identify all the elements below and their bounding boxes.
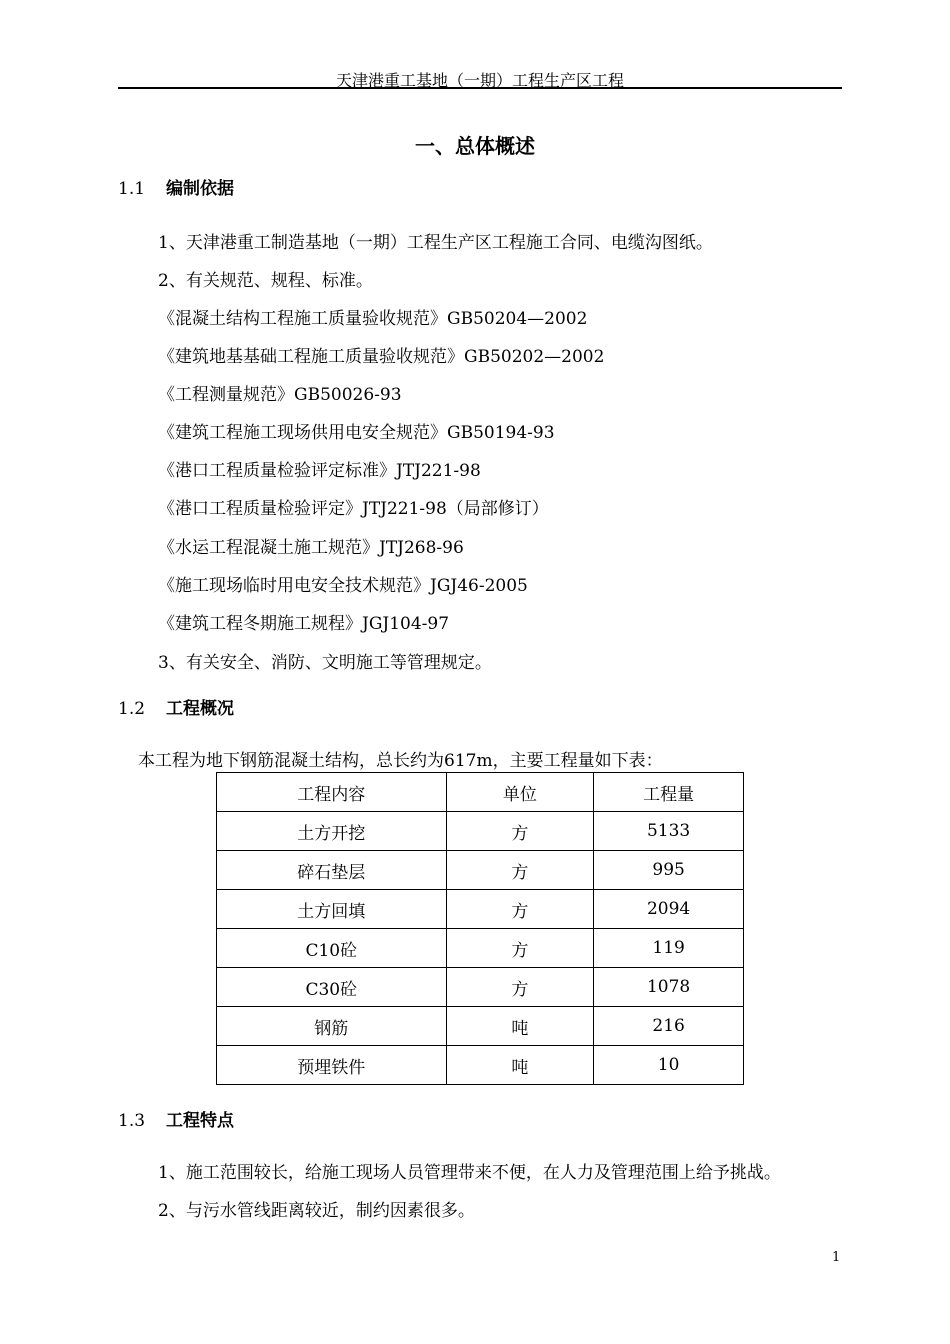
table-cell: 吨 (446, 1046, 594, 1085)
table-header-row (217, 773, 744, 812)
standard-item: 《水运工程混凝土施工规范》JTJ268-96 (158, 538, 464, 558)
standard-item: 《港口工程质量检验评定标准》JTJ221-98 (158, 461, 481, 481)
basis-item: 3、有关安全、消防、文明施工等管理规定。 (158, 653, 492, 673)
table-row (217, 929, 744, 968)
table-cell: 10 (594, 1046, 744, 1085)
table-cell: 钢筋 (217, 1007, 447, 1046)
standard-item: 《施工现场临时用电安全技术规范》JGJ46-2005 (158, 576, 528, 596)
table-cell: C10砼 (217, 929, 447, 968)
section-title: 工程特点 (166, 1111, 234, 1131)
quantity-table (216, 772, 744, 1085)
table-cell: 方 (446, 929, 594, 968)
table-row (217, 851, 744, 890)
table-row (217, 812, 744, 851)
feature-item: 2、与污水管线距离较近，制约因素很多。 (158, 1201, 475, 1221)
section-heading (118, 174, 234, 199)
section-number: 1.1 (118, 179, 146, 199)
table-cell: 方 (446, 812, 594, 851)
standard-item: 《工程测量规范》GB50026-93 (158, 385, 402, 405)
table-cell: 995 (594, 851, 744, 890)
table-cell: 1078 (594, 968, 744, 1007)
basis-item: 1、天津港重工制造基地（一期）工程生产区工程施工合同、电缆沟图纸。 (158, 233, 713, 253)
standard-item: 《混凝土结构工程施工质量验收规范》GB50204—2002 (158, 309, 588, 329)
section-number: 1.2 (118, 699, 146, 719)
page-number: 1 (832, 1250, 841, 1265)
standard-item: 《建筑工程施工现场供用电安全规范》GB50194-93 (158, 423, 555, 443)
table-cell: 预埋铁件 (217, 1046, 447, 1085)
table-cell: 方 (446, 890, 594, 929)
section-title: 编制依据 (166, 179, 234, 199)
standard-item: 《港口工程质量检验评定》JTJ221-98（局部修订） (158, 499, 549, 519)
table-cell: 2094 (594, 890, 744, 929)
page-header-title: 天津港重工基地（一期）工程生产区工程 (335, 71, 624, 90)
section-title: 工程概况 (166, 699, 234, 719)
table-cell: 吨 (446, 1007, 594, 1046)
table-cell: 5133 (594, 812, 744, 851)
table-row (217, 1046, 744, 1085)
table-cell: 119 (594, 929, 744, 968)
table-row (217, 1007, 744, 1046)
table-cell: 土方开挖 (217, 812, 447, 851)
standard-item: 《建筑工程冬期施工规程》JGJ104-97 (158, 614, 450, 634)
table-cell: 方 (446, 851, 594, 890)
table-cell: 碎石垫层 (217, 851, 447, 890)
feature-item: 1、施工范围较长，给施工现场人员管理带来不便，在人力及管理范围上给予挑战。 (158, 1163, 781, 1183)
section-heading (118, 1106, 234, 1131)
section-number: 1.3 (118, 1111, 146, 1131)
table-cell: 方 (446, 968, 594, 1007)
chapter-title: 一、总体概述 (415, 134, 535, 158)
table-header-cell: 工程量 (594, 773, 744, 812)
overview-intro: 本工程为地下钢筋混凝土结构，总长约为617m，主要工程量如下表： (138, 751, 663, 771)
table-header-cell: 工程内容 (217, 773, 447, 812)
basis-item: 2、有关规范、规程、标准。 (158, 271, 373, 291)
table-cell: 216 (594, 1007, 744, 1046)
table-cell: C30砼 (217, 968, 447, 1007)
header-divider (118, 87, 842, 89)
section-heading (118, 694, 234, 719)
table-header-cell: 单位 (446, 773, 594, 812)
table-row (217, 968, 744, 1007)
table-row (217, 890, 744, 929)
table-cell: 土方回填 (217, 890, 447, 929)
standard-item: 《建筑地基基础工程施工质量验收规范》GB50202—2002 (158, 347, 605, 367)
